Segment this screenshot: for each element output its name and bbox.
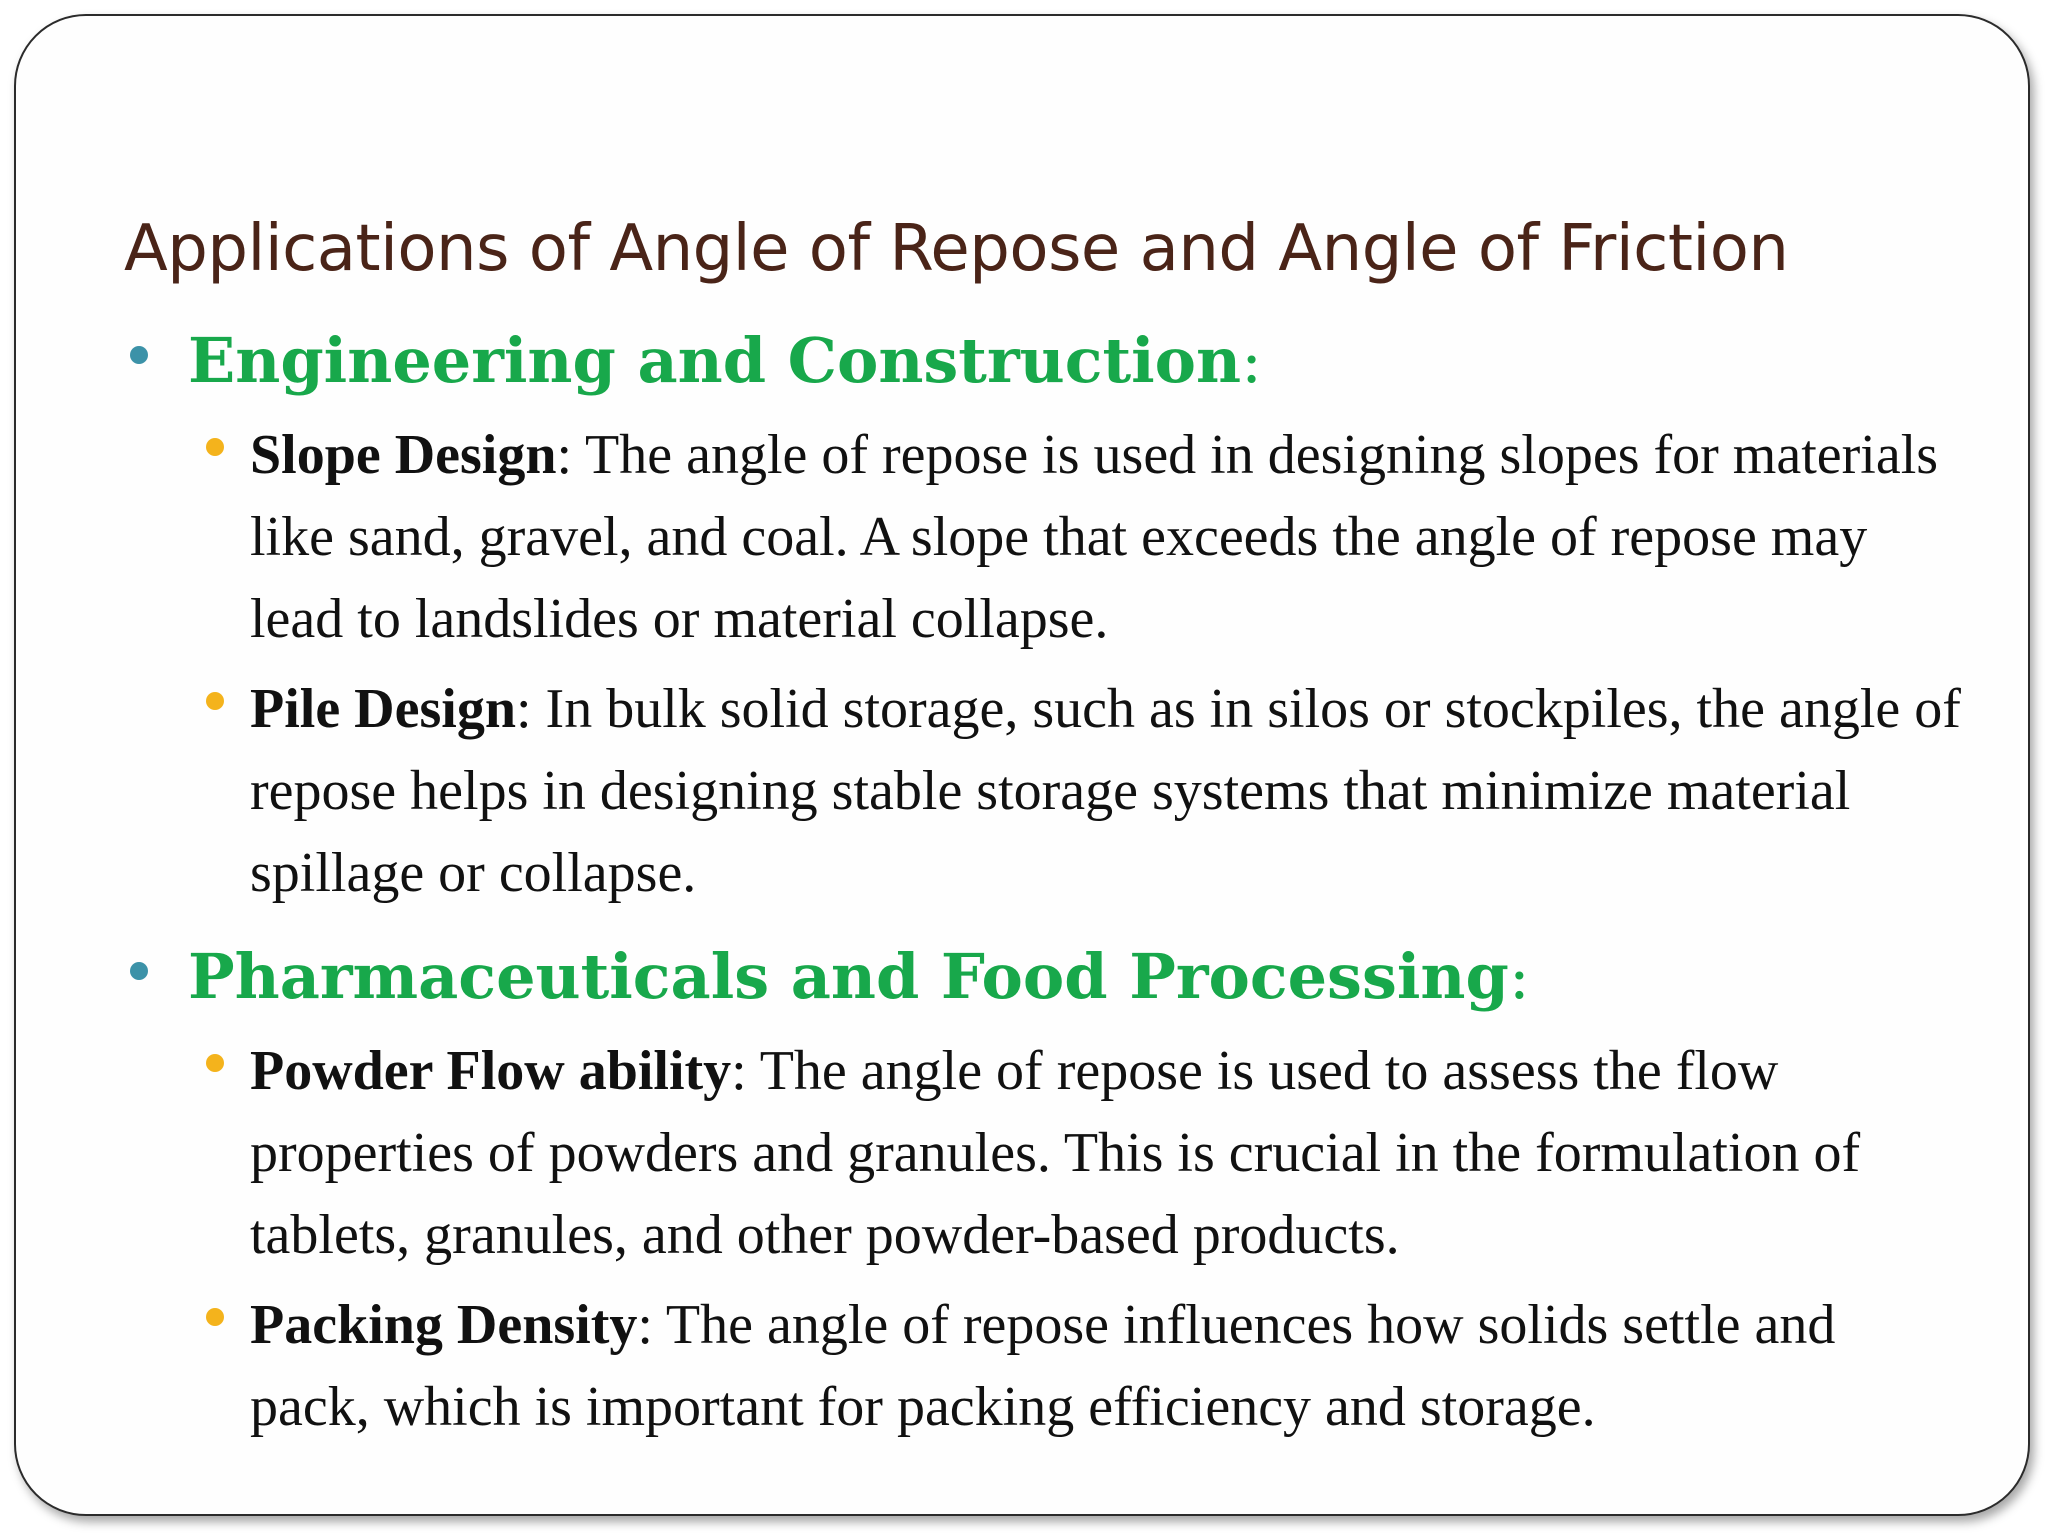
slide-frame (14, 14, 2030, 1516)
item-text: : The angle of repose influences how solids settle and pack, which is important for packing efficiency and storage. (250, 1294, 1836, 1438)
bullet-dot-icon (206, 692, 224, 710)
section-heading-text: Pharmaceuticals and Food Processing (188, 940, 1509, 1013)
list-item-packing-density (250, 1284, 1964, 1448)
bullet-dot-icon (130, 346, 148, 364)
item-term: Powder Flow ability (250, 1040, 732, 1102)
item-term: Pile Design (250, 678, 516, 740)
item-text: : In bulk solid storage, such as in silos or stockpiles, the angle of repose helps in designing stable storage systems that minimize material spillage or collapse. (250, 678, 1961, 904)
section-heading (124, 932, 1964, 1022)
bullet-dot-icon (130, 962, 148, 980)
section-heading-colon: : (1241, 324, 1262, 397)
list-item-slope-design (250, 414, 1964, 660)
slide-content (124, 316, 1964, 1448)
list-item-powder-flow-ability (250, 1030, 1964, 1276)
item-text: : The angle of repose is used to assess the flow properties of powders and granules. This is crucial in the formulation of tablets, granules, and other powder-based products. (250, 1040, 1861, 1266)
slide-title: Applications of Angle of Repose and Angle of Friction (124, 212, 1789, 286)
item-term: Slope Design (250, 424, 557, 486)
list-item-pile-design (250, 668, 1964, 914)
section-heading-colon: : (1508, 940, 1530, 1013)
section-pharmaceuticals (124, 932, 1964, 1448)
bullet-dot-icon (206, 1308, 224, 1326)
bullet-dot-icon (206, 438, 224, 456)
bullet-dot-icon (206, 1054, 224, 1072)
item-text: : The angle of repose is used in designing slopes for materials like sand, gravel, and coal. A slope that exceeds the angle of repose may lead to landslides or material collapse. (250, 424, 1939, 650)
item-term: Packing Density (250, 1294, 638, 1356)
section-engineering (124, 316, 1964, 914)
section-heading-text: Engineering and Construction (188, 324, 1242, 397)
section-heading (124, 316, 1964, 406)
